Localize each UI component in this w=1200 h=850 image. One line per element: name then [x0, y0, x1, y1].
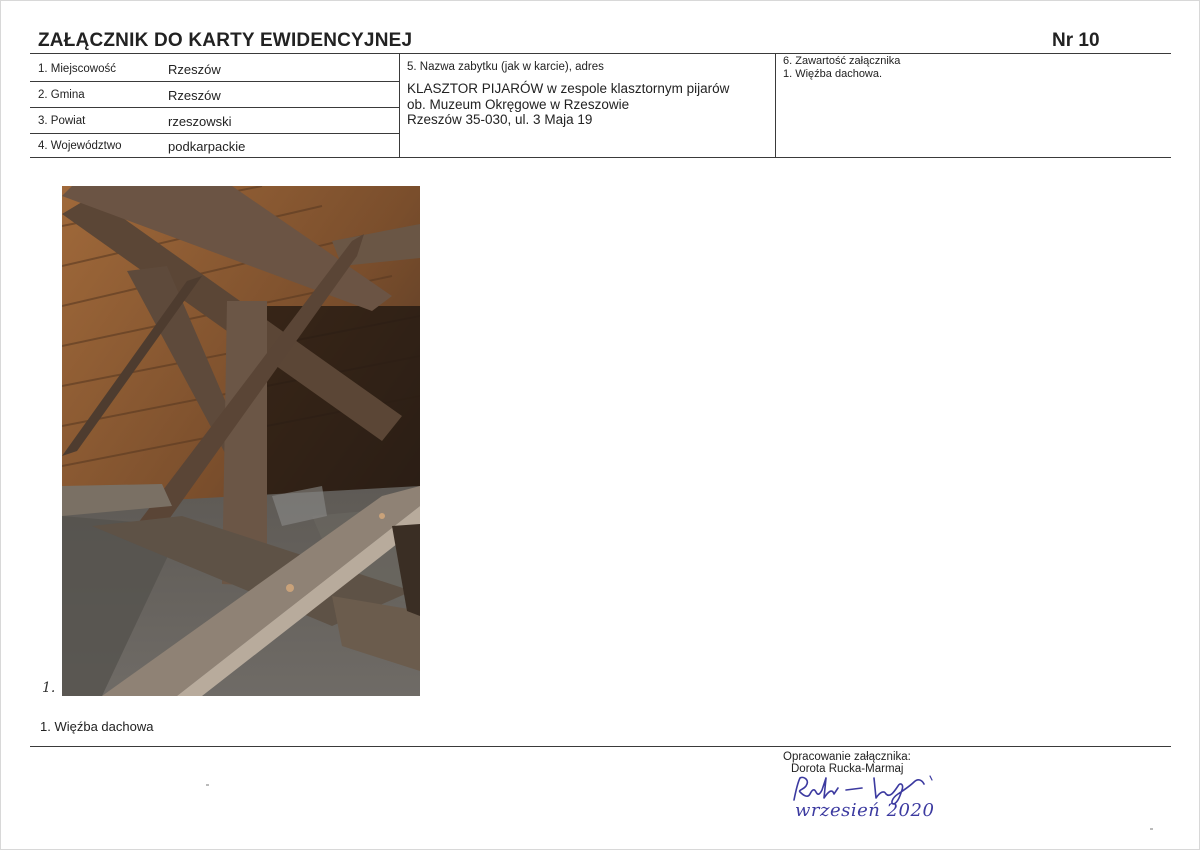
photo-number: 1. — [42, 680, 56, 696]
field-label-gmina: 2. Gmina — [38, 89, 85, 101]
monument-address: Rzeszów 35-030, ul. 3 Maja 19 — [407, 112, 593, 127]
prepared-by-label: Opracowanie załącznika: — [783, 751, 911, 763]
photo-caption: 1. Więźba dachowa — [40, 719, 154, 734]
field-label-miejscowosc: 1. Miejscowość — [38, 63, 116, 75]
column-divider — [775, 53, 776, 157]
row-divider — [30, 107, 399, 108]
contents-item: 1. Więźba dachowa. — [783, 68, 883, 80]
attachment-number: Nr 10 — [1052, 30, 1100, 51]
footer-rule — [30, 746, 1171, 747]
monument-name-line2: ob. Muzeum Okręgowe w Rzeszowie — [407, 97, 630, 112]
field-value-miejscowosc: Rzeszów — [168, 62, 221, 77]
prepared-by-name: Dorota Rucka-Marmaj — [791, 763, 904, 775]
contents-label: 6. Zawartość załącznika — [783, 55, 901, 67]
row-divider — [30, 81, 399, 82]
roof-truss-photo — [62, 186, 420, 696]
header-rule — [30, 53, 1171, 54]
field-value-powiat: rzeszowski — [168, 114, 232, 129]
field-label-powiat: 3. Powiat — [38, 115, 86, 127]
roof-truss-illustration — [62, 186, 420, 696]
field-value-gmina: Rzeszów — [168, 88, 221, 103]
table-bottom-rule — [30, 157, 1171, 158]
row-divider — [30, 133, 399, 134]
field-label-wojewodztwo: 4. Województwo — [38, 140, 122, 152]
field-value-wojewodztwo: podkarpackie — [168, 139, 246, 154]
column-divider — [399, 53, 400, 157]
handwritten-date: wrzesień 2020 — [795, 800, 935, 821]
monument-name-line1: KLASZTOR PIJARÓW w zespole klasztornym pijarów — [407, 81, 730, 96]
document-title: ZAŁĄCZNIK DO KARTY EWIDENCYJNEJ — [38, 30, 413, 51]
monument-label: 5. Nazwa zabytku (jak w karcie), adres — [407, 61, 604, 73]
scan-speck — [1150, 828, 1153, 830]
scan-speck — [206, 784, 209, 786]
